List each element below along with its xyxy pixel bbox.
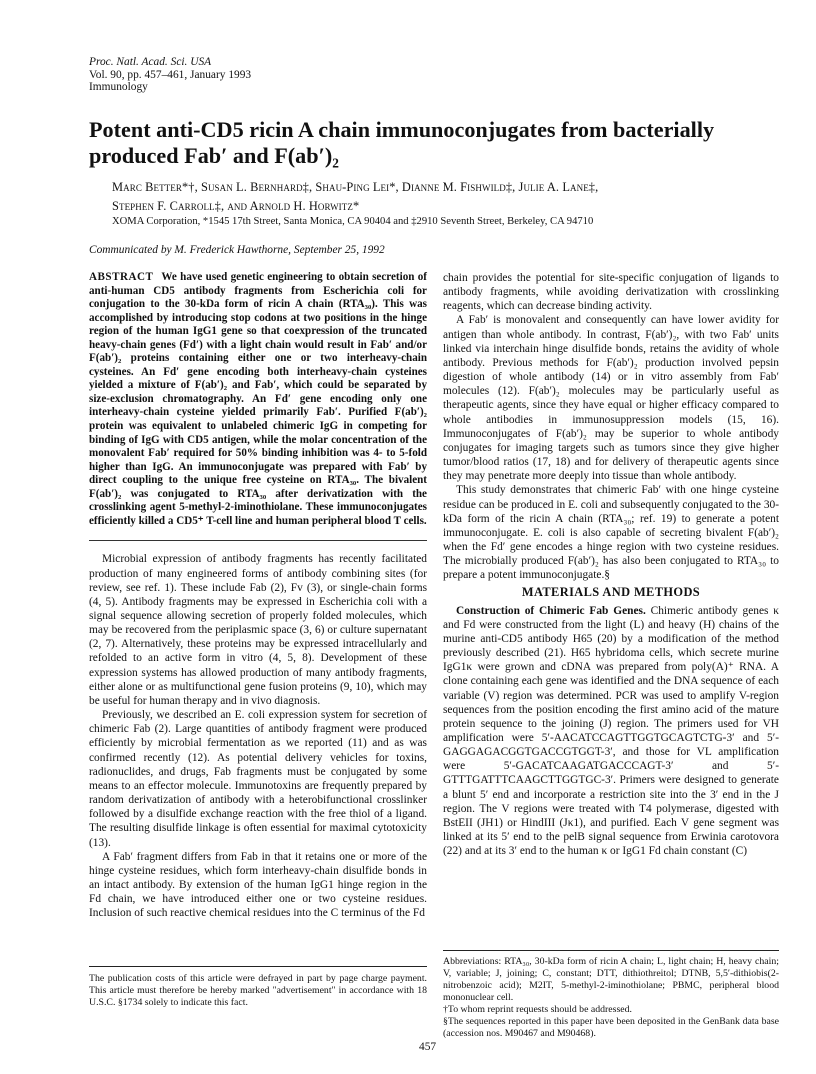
abstract-divider xyxy=(89,540,427,541)
left-column xyxy=(89,271,427,920)
journal-header xyxy=(89,56,251,94)
reprint-footnote: †To whom reprint requests should be addressed. xyxy=(443,1004,632,1015)
body-paragraph: chain provides the potential for site-specific conjugation of ligands to antibody fragments, while avoiding derivatization with crosslinking reagents, which can decrease binding activity. xyxy=(443,272,779,313)
footnote-rule xyxy=(89,966,427,967)
body-paragraph: A Fab′ is monovalent and consequently can have lower avidity for antigen than whole antibody. In contrast, F(ab′)₂, with two Fab′ units linked via interchain hinge disulfide bonds, retains the avidity of whole antibody. Previous methods for F(ab′)₂ production involved pepsin digestion of whole antibody (14) or in vitro assembly from Fab′ molecules (12). F(ab′)₂ molecules may be particularly useful as therapeutic agents, since they have equal or higher efficacy compared to whole antibodies in immunosuppression models (15, 16). Immunoconjugates of F(ab′)₂ may be superior to whole antibody conjugates for imaging targets such as tumors since they give higher tumor/blood ratios (17, 18) and for delivery of therapeutic agents since they may penetrate more deeply into tissue than whole antibody. xyxy=(443,314,779,483)
abbreviations-footnote: Abbreviations: RTA₃₀, 30-kDa form of ricin A chain; L, light chain; H, heavy chain; V, variable; J, joining; C, constant; DTT, dithiothreitol; DTNB, 5,5′-dithiobis(2-nitrobenzoic acid); M2IT, 5-methyl-2-iminothiolane; PBMC, peripheral blood mononuclear cell. xyxy=(443,956,779,1003)
volume-line: Vol. 90, pp. 457–461, January 1993 xyxy=(89,68,252,81)
abstract-text: We have used genetic engineering to obtain secretion of anti-human CD5 antibody fragments from Escherichia coli for conjugation to the 30-kDa form of ricin A chain (RTA₃₀). This was accomplished by introducing stop codons at two positions in the hinge region of the human IgG1 gene so that coexpression of the truncated heavy-chain genes (Fd′) with a light chain would result in Fab′ and/or F(ab′)₂ proteins containing either one or two interheavy-chain cysteines. An Fd′ gene encoding both interheavy-chain cysteines yielded a mixture of F(ab′)₂ and Fab′, which could be separated by size-exclusion chromatography. An Fd′ gene encoding only one interheavy-chain cysteine yielded primarily Fab′. Purified F(ab′)₂ protein was equivalent to unlabeled chimeric IgG in competing for binding of IgG with CD5 antigen, while the molar concentration of the monovalent Fab′ required for 50% binding inhibition was 4- to 5-fold higher than IgG. An immunoconjugate was prepared with Fab′ by direct coupling to the unique free cysteine on RTA₃₀. The bivalent F(ab′)₂ was conjugated to RTA₃₀ after derivatization with the crosslinking agent 5-methyl-2-iminothiolane. These immunoconjugates efficiently killed a CD5⁺ T-cell line and human peripheral blood T cells. xyxy=(89,271,427,527)
abstract xyxy=(89,271,427,528)
affiliation: XOMA Corporation, *1545 17th Street, Santa Monica, CA 90404 and ‡2910 Seventh Street, Berkeley, CA 94710 xyxy=(112,216,594,227)
article-title: Potent anti-CD5 ricin A chain immunoconjugates from bacterially produced Fab′ and F(ab′)₂ xyxy=(89,117,715,168)
methods-subheading: Construction of Chimeric Fab Genes. xyxy=(456,604,646,617)
page-number: 457 xyxy=(419,1041,437,1053)
methods-paragraph xyxy=(443,604,779,859)
communicated-by: Communicated by M. Frederick Hawthorne, September 25, 1992 xyxy=(89,244,385,256)
body-paragraph: Microbial expression of antibody fragments has recently facilitated production of many engineered forms of antibody combining sites (for review, see ref. 1). These include Fab (2), Fv (3), or single-chain forms (4, 5). Antibody fragments may be expressed in Escherichia coli with a signal sequence allowing secretion of properly folded molecules, which may be recovered from the periplasmic space (3, 6) or culture supernatant (2, 7). Alternatively, these proteins may be expressed intracellularly and refolded to an active form in vitro (4, 5, 8). Development of these expression systems has allowed production of many antibody fragments, either alone or as multifunctional gene fusion proteins (9, 10), which may be useful for human therapy and in vivo diagnosis. xyxy=(89,553,427,707)
authors-line-2: Stephen F. Carroll‡, and Arnold H. Horwitz* xyxy=(112,198,360,213)
abbreviations-footnotes xyxy=(443,950,779,1040)
author-list xyxy=(112,178,772,215)
body-paragraph: Previously, we described an E. coli expression system for secretion of chimeric Fab (2). Large quantities of antibody fragment were produced efficiently by microbial fermentation as we reported (11) and as was confirmed recently (12). As potential delivery vehicles for toxins, radionuclides, and drugs, Fab fragments must be conjugated by some means to an effector molecule. Immunotoxins are frequently prepared by random derivatization of antibody with a heterobifunctional crosslinker followed by a disulfide exchange reaction with the free thiol of a ligand. The resulting disulfide linkage is often essential for maximal cytotoxicity (13). xyxy=(89,709,427,849)
cost-footnote xyxy=(89,966,427,1009)
journal-name: Proc. Natl. Acad. Sci. USA xyxy=(89,56,212,68)
authors-line-1: Marc Better*†, Susan L. Bernhard‡, Shau-Ping Lei*, Dianne M. Fishwild‡, Julie A. Lane‡, xyxy=(112,180,599,194)
methods-text: Chimeric antibody genes κ and Fd were constructed from the light (L) and heavy (H) chains of the murine anti-CD5 antibody H65 (20) by a modification of the method previously described (21). H65 hybridoma cells, which secrete murine IgG1κ were grown and cDNA was prepared from poly(A)⁺ RNA. A clone containing each gene was identified and the DNA sequence of each variable (V) region was determined. PCR was used to amplify V-region sequences from the position encoding the first amino acid of the mature protein sequence to the joining (J) region. The primers used for VH amplification were 5′-AACATCCAGTTGGTGCAGTCTG-3′ and 5′-GAGGAGACGGTGACCGTGGT-3′, and those for VL amplification were 5′-GACATCAAGATGACCCAGT-3′ and 5′-GTTTGATTTCAAGCTTGGTGC-3′. Primers were designed to generate a blunt 5′ end and incorporate a restriction site into the 3′ end in the J region. The V regions were treated with T4 polymerase, digested with BstEII (JH1) or HindIII (Jκ1), and purified. Each V gene segment was linked at its 5′ end to the pelB signal sequence from Erwinia carotovora (22) and at its 3′ end to the human κ or IgG1 Fd chain constant (C) xyxy=(443,604,779,858)
body-paragraph: A Fab′ fragment differs from Fab in that it retains one or more of the hinge cysteine residues, which form interheavy-chain disulfide bonds in an intact antibody. By extension of the human IgG1 hinge region in the Fd chain, we have introduced either one or two cysteine residues. Inclusion of such reactive chemical residues into the C terminus of the Fd xyxy=(89,850,427,920)
footnote-rule xyxy=(443,950,779,951)
body-paragraph: This study demonstrates that chimeric Fab′ with one hinge cysteine residue can be produced in E. coli and subsequently conjugated to the 30-kDa form of the ricin A chain (RTA₃₀; ref. 19) to generate a potent immunoconjugate. E. coli is also capable of secreting bivalent F(ab′)₂ when the Fd′ gene encodes a hinge region with two cysteine residues. The microbially produced F(ab′)₂ has also been conjugated to RTA₃₀ to prepare a potent immunoconjugate.§ xyxy=(443,484,779,582)
cost-footnote-text: The publication costs of this article were defrayed in part by page charge payment. This article must therefore be hereby marked "advertisement" in accordance with 18 U.S.C. §1734 solely to indicate this fact. xyxy=(89,973,427,1008)
right-column xyxy=(443,271,779,858)
methods-heading: MATERIALS AND METHODS xyxy=(521,585,701,600)
section-name: Immunology xyxy=(89,81,148,94)
genbank-footnote: §The sequences reported in this paper have been deposited in the GenBank data base (accession nos. M90467 and M90468). xyxy=(443,1016,779,1039)
abstract-heading: ABSTRACT xyxy=(89,271,154,283)
